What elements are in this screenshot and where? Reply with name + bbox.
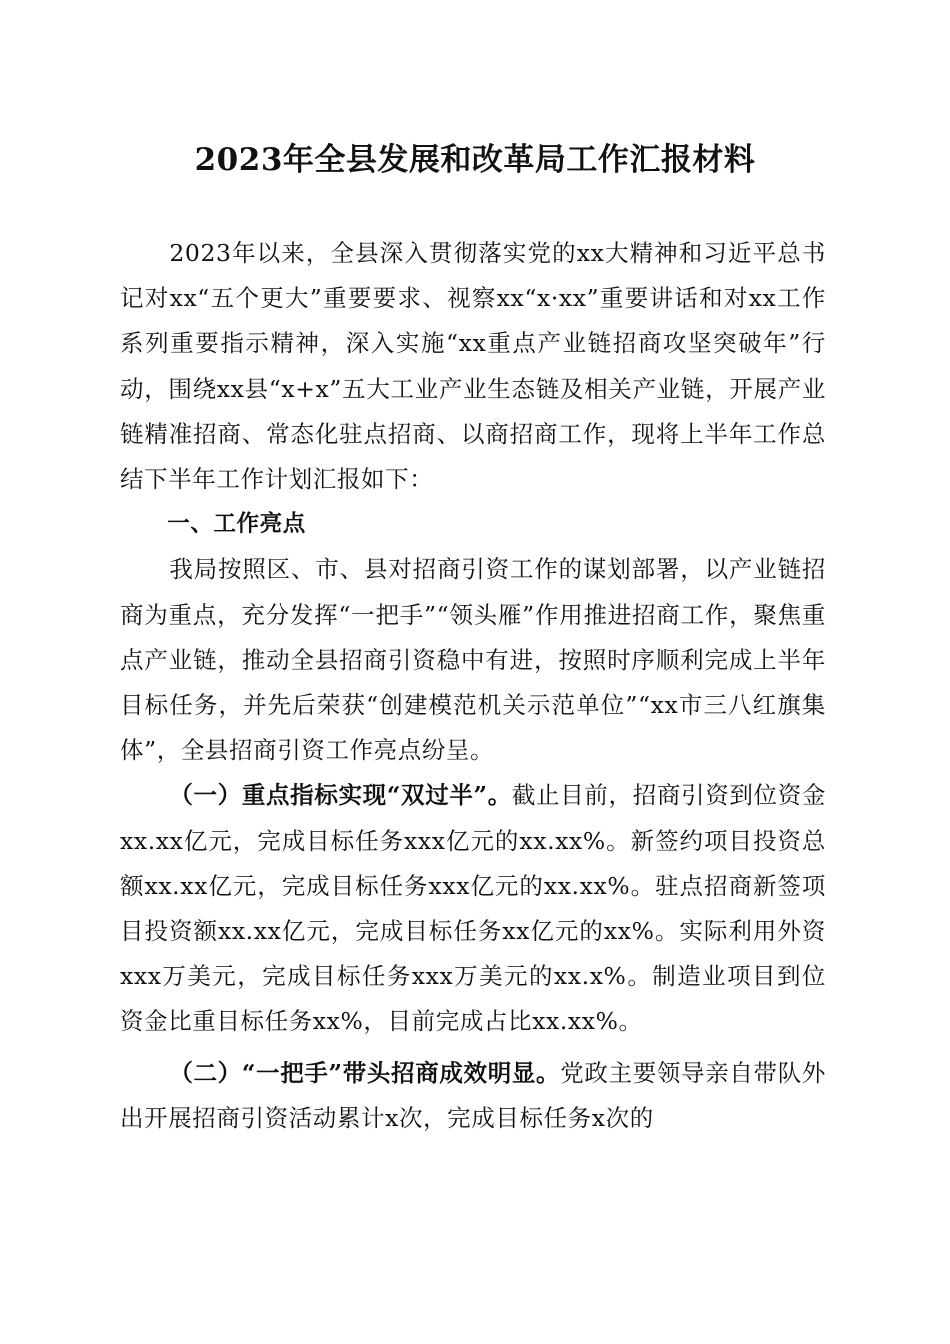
subsection1-lead: （一）重点指标实现“双过半”。	[169, 781, 512, 810]
subsection1-paragraph	[120, 773, 826, 1044]
subsection2-text: 党政主要领导亲自带队外出开展招商引资活动累计x次，完成目标任务x次的	[120, 1058, 826, 1132]
subsection2-lead: （二）“一把手”带头招商成效明显。	[169, 1058, 561, 1087]
subsection1-text: 截止目前，招商引资到位资金xx.xx亿元，完成目标任务xxx亿元的xx.xx%。新签约项目投资总额xx.xx亿元，完成目标任务xxx亿元的xx.xx%。驻点招商新签项目投资额xx.xx亿元，完成目标任务xx亿元的xx%。实际利用外资xxx万美元，完成目标任务xxx万美元的xx.x%。制造业项目到位资金比重目标任务xx%，目前完成占比xx.xx%。	[120, 781, 826, 1036]
document-title: 2023年全县发展和改革局工作汇报材料	[194, 142, 756, 178]
intro-paragraph: 2023年以来，全县深入贯彻落实党的xx大精神和习近平总书记对xx“五个更大”重要要求、视察xx“x·xx”重要讲话和对xx工作系列重要指示精神，深入实施“xx重点产业链招商攻坚突破年”行动，围绕xx县“x+x”五大工业产业生态链及相关产业链，开展产业链精准招商、常态化驻点招商、以商招商工作，现将上半年工作总结下半年工作计划汇报如下：	[120, 239, 826, 494]
subsection2-paragraph	[120, 1051, 826, 1141]
section1-paragraph: 我局按照区、市、县对招商引资工作的谋划部署，以产业链招商为重点，充分发挥“一把手”“领头雁”作用推进招商工作，聚焦重点产业链，推动全县招商引资稳中有进，按照时序顺利完成上半年目标任务，并先后荣获“创建模范机关示范单位”“xx市三八红旗集体”，全县招商引资工作亮点纷呈。	[120, 555, 826, 765]
document-body	[120, 231, 826, 1141]
section-heading-highlights: 一、工作亮点	[167, 511, 306, 538]
